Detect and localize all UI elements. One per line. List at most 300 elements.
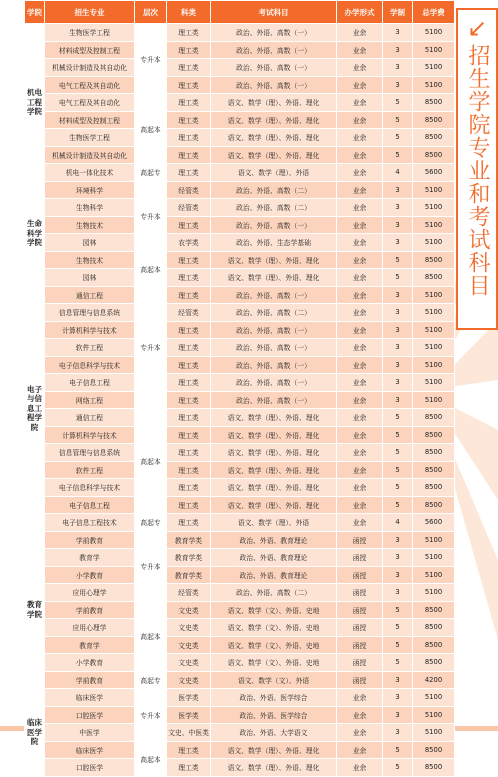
- study-mode-cell: 业余: [337, 444, 383, 462]
- table-row: [25, 759, 455, 777]
- duration-cell: 3: [383, 374, 413, 392]
- study-mode-cell: 业余: [337, 374, 383, 392]
- study-mode-cell: 业余: [337, 304, 383, 322]
- duration-cell: 3: [383, 304, 413, 322]
- exam-subjects-cell: 政治、外语、教育理论: [211, 549, 337, 567]
- duration-cell: 5: [383, 461, 413, 479]
- category-cell: 医学类: [167, 689, 211, 707]
- study-mode-cell: 业余: [337, 514, 383, 532]
- category-cell: 文史类: [167, 619, 211, 637]
- study-mode-cell: 业余: [337, 94, 383, 112]
- study-mode-cell: 业余: [337, 24, 383, 42]
- study-mode-cell: 函授: [337, 531, 383, 549]
- table-row: [25, 601, 455, 619]
- level-cell: 高起本: [135, 94, 167, 164]
- table-row: [25, 584, 455, 602]
- duration-cell: 5: [383, 741, 413, 759]
- section-title-banner: [456, 8, 498, 330]
- table-row: [25, 374, 455, 392]
- major-cell: 电气工程及其自动化: [45, 76, 135, 94]
- major-cell: 软件工程: [45, 461, 135, 479]
- major-cell: 口腔医学: [45, 759, 135, 777]
- column-header: 科类: [167, 1, 211, 24]
- college-name: 生命科学学院: [25, 181, 45, 286]
- exam-subjects-cell: 语文、数学（理）、外语、理化: [211, 251, 337, 269]
- major-cell: 材料成型及控制工程: [45, 41, 135, 59]
- table-row: [25, 514, 455, 532]
- category-cell: 医学类: [167, 706, 211, 724]
- category-cell: 经管类: [167, 181, 211, 199]
- category-cell: 教育学类: [167, 566, 211, 584]
- duration-cell: 3: [383, 181, 413, 199]
- column-header: 学制: [383, 1, 413, 24]
- category-cell: 经管类: [167, 199, 211, 217]
- duration-cell: 3: [383, 671, 413, 689]
- exam-subjects-cell: 语文、数学（理）、外语、理化: [211, 444, 337, 462]
- duration-cell: 3: [383, 216, 413, 234]
- major-cell: 园林: [45, 269, 135, 287]
- level-cell: 专升本: [135, 689, 167, 742]
- major-cell: 临床医学: [45, 689, 135, 707]
- table-row: [25, 426, 455, 444]
- tuition-cell: 5100: [413, 24, 455, 42]
- tuition-cell: 8500: [413, 111, 455, 129]
- college-name: 机电工程学院: [25, 24, 45, 182]
- arrow-down-left-icon: ↙: [466, 14, 488, 42]
- major-cell: 生物医学工程: [45, 24, 135, 42]
- column-header: 考试科目: [211, 1, 337, 24]
- category-cell: 理工类: [167, 59, 211, 77]
- tuition-cell: 8500: [413, 444, 455, 462]
- college-name: 教育学院: [25, 531, 45, 689]
- category-cell: 理工类: [167, 111, 211, 129]
- tuition-cell: 8500: [413, 636, 455, 654]
- duration-cell: 3: [383, 199, 413, 217]
- level-cell: 高起专: [135, 671, 167, 689]
- level-cell: 专升本: [135, 181, 167, 251]
- tuition-cell: 5100: [413, 41, 455, 59]
- duration-cell: 5: [383, 759, 413, 777]
- tuition-cell: 5100: [413, 531, 455, 549]
- exam-subjects-cell: 政治、外语、高数（一）: [211, 339, 337, 357]
- category-cell: 理工类: [167, 216, 211, 234]
- table-row: [25, 234, 455, 252]
- category-cell: 理工类: [167, 251, 211, 269]
- major-cell: 电子信息科学与技术: [45, 356, 135, 374]
- study-mode-cell: 业余: [337, 391, 383, 409]
- study-mode-cell: 函授: [337, 601, 383, 619]
- exam-subjects-cell: 政治、外语、高数（一）: [211, 391, 337, 409]
- study-mode-cell: 业余: [337, 356, 383, 374]
- exam-subjects-cell: 政治、外语、高数（一）: [211, 41, 337, 59]
- category-cell: 经管类: [167, 304, 211, 322]
- exam-subjects-cell: 语文、数学（理）、外语、理化: [211, 146, 337, 164]
- tuition-cell: 5100: [413, 321, 455, 339]
- study-mode-cell: 业余: [337, 59, 383, 77]
- category-cell: 理工类: [167, 514, 211, 532]
- level-cell: 高起本: [135, 741, 167, 776]
- exam-subjects-cell: 语文、数学（理）、外语、理化: [211, 426, 337, 444]
- study-mode-cell: 业余: [337, 321, 383, 339]
- study-mode-cell: 函授: [337, 584, 383, 602]
- tuition-cell: 8500: [413, 601, 455, 619]
- category-cell: 理工类: [167, 269, 211, 287]
- major-cell: 信息管理与信息系统: [45, 444, 135, 462]
- study-mode-cell: 业余: [337, 199, 383, 217]
- tuition-cell: 5100: [413, 724, 455, 742]
- table-row: [25, 549, 455, 567]
- major-cell: 计算机科学与技术: [45, 426, 135, 444]
- duration-cell: 5: [383, 111, 413, 129]
- major-cell: 计算机科学与技术: [45, 321, 135, 339]
- table-row: [25, 461, 455, 479]
- table-row: [25, 479, 455, 497]
- study-mode-cell: 业余: [337, 41, 383, 59]
- tuition-cell: 8500: [413, 251, 455, 269]
- duration-cell: 3: [383, 234, 413, 252]
- duration-cell: 3: [383, 391, 413, 409]
- study-mode-cell: 业余: [337, 426, 383, 444]
- exam-subjects-cell: 语文、数学（理）、外语、理化: [211, 111, 337, 129]
- duration-cell: 4: [383, 514, 413, 532]
- table-row: [25, 251, 455, 269]
- study-mode-cell: 业余: [337, 496, 383, 514]
- exam-subjects-cell: 语文、数学（文）、外语、史地: [211, 636, 337, 654]
- exam-subjects-cell: 政治、外语、教育理论: [211, 531, 337, 549]
- exam-subjects-cell: 政治、外语、生态学基础: [211, 234, 337, 252]
- exam-subjects-cell: 政治、外语、高数（一）: [211, 356, 337, 374]
- table-row: [25, 94, 455, 112]
- tuition-cell: 5100: [413, 706, 455, 724]
- category-cell: 理工类: [167, 426, 211, 444]
- duration-cell: 5: [383, 496, 413, 514]
- category-cell: 理工类: [167, 479, 211, 497]
- section-title: 招生学院专业和考试科目: [465, 44, 490, 297]
- duration-cell: 5: [383, 619, 413, 637]
- level-cell: 高起本: [135, 601, 167, 671]
- category-cell: 理工类: [167, 94, 211, 112]
- table-row: [25, 111, 455, 129]
- duration-cell: 3: [383, 321, 413, 339]
- category-cell: 教育学类: [167, 549, 211, 567]
- category-cell: 理工类: [167, 146, 211, 164]
- study-mode-cell: 业余: [337, 724, 383, 742]
- table-row: [25, 286, 455, 304]
- duration-cell: 3: [383, 724, 413, 742]
- category-cell: 理工类: [167, 461, 211, 479]
- duration-cell: 5: [383, 129, 413, 147]
- category-cell: 理工类: [167, 164, 211, 182]
- table-row: [25, 391, 455, 409]
- table-row: [25, 321, 455, 339]
- major-cell: 机电一体化技术: [45, 164, 135, 182]
- duration-cell: 3: [383, 549, 413, 567]
- category-cell: 理工类: [167, 129, 211, 147]
- exam-subjects-cell: 语文、数学（文）、外语、史地: [211, 619, 337, 637]
- duration-cell: 3: [383, 59, 413, 77]
- exam-subjects-cell: 政治、外语、高数（一）: [211, 59, 337, 77]
- level-cell: 高起本: [135, 251, 167, 286]
- exam-subjects-cell: 政治、外语、高数（二）: [211, 199, 337, 217]
- table-row: [25, 339, 455, 357]
- exam-subjects-cell: 政治、外语、高数（一）: [211, 321, 337, 339]
- major-cell: 通信工程: [45, 409, 135, 427]
- major-cell: 学前教育: [45, 671, 135, 689]
- category-cell: 文史类: [167, 671, 211, 689]
- column-header: 层次: [135, 1, 167, 24]
- college-name: 电子与信息工程学院: [25, 286, 45, 531]
- major-cell: 生物医学工程: [45, 129, 135, 147]
- tuition-cell: 5100: [413, 584, 455, 602]
- exam-subjects-cell: 语文、数学（理）、外语: [211, 164, 337, 182]
- study-mode-cell: 业余: [337, 129, 383, 147]
- major-cell: 机械设计制造及其自动化: [45, 146, 135, 164]
- duration-cell: 4: [383, 164, 413, 182]
- table-row: [25, 671, 455, 689]
- exam-subjects-cell: 政治、外语、高数（一）: [211, 24, 337, 42]
- category-cell: 经管类: [167, 584, 211, 602]
- study-mode-cell: 业余: [337, 269, 383, 287]
- major-cell: 网络工程: [45, 391, 135, 409]
- exam-subjects-cell: 政治、外语、高数（二）: [211, 304, 337, 322]
- table-row: [25, 76, 455, 94]
- category-cell: 理工类: [167, 759, 211, 777]
- major-cell: 生物技术: [45, 216, 135, 234]
- table-row: [25, 741, 455, 759]
- major-cell: 园林: [45, 234, 135, 252]
- college-name: 临床医学院: [25, 689, 45, 777]
- major-cell: 电子信息工程: [45, 374, 135, 392]
- duration-cell: 5: [383, 426, 413, 444]
- table-row: [25, 654, 455, 672]
- duration-cell: 5: [383, 269, 413, 287]
- category-cell: 理工类: [167, 374, 211, 392]
- category-cell: 农学类: [167, 234, 211, 252]
- exam-subjects-cell: 语文、数学（理）、外语、理化: [211, 461, 337, 479]
- category-cell: 理工类: [167, 391, 211, 409]
- tuition-cell: 5100: [413, 76, 455, 94]
- tuition-cell: 8500: [413, 741, 455, 759]
- study-mode-cell: 业余: [337, 251, 383, 269]
- tuition-cell: 5100: [413, 286, 455, 304]
- category-cell: 文史类: [167, 601, 211, 619]
- tuition-cell: 5600: [413, 514, 455, 532]
- duration-cell: 5: [383, 409, 413, 427]
- duration-cell: 3: [383, 689, 413, 707]
- table-row: [25, 24, 455, 42]
- tuition-cell: 8500: [413, 759, 455, 777]
- tuition-cell: 5100: [413, 304, 455, 322]
- major-cell: 学前教育: [45, 531, 135, 549]
- tuition-cell: 8500: [413, 269, 455, 287]
- major-cell: 应用心理学: [45, 584, 135, 602]
- study-mode-cell: 函授: [337, 671, 383, 689]
- tuition-cell: 5100: [413, 339, 455, 357]
- category-cell: 理工类: [167, 24, 211, 42]
- table-row: [25, 216, 455, 234]
- level-cell: 高起专: [135, 514, 167, 532]
- tuition-cell: 8500: [413, 619, 455, 637]
- table-row: [25, 636, 455, 654]
- table-row: [25, 269, 455, 287]
- duration-cell: 3: [383, 584, 413, 602]
- major-cell: 学前教育: [45, 601, 135, 619]
- level-cell: 专升本: [135, 24, 167, 94]
- category-cell: 理工类: [167, 356, 211, 374]
- table-row: [25, 409, 455, 427]
- study-mode-cell: 业余: [337, 286, 383, 304]
- tuition-cell: 8500: [413, 146, 455, 164]
- major-cell: 中医学: [45, 724, 135, 742]
- exam-subjects-cell: 语文、数学（理）、外语: [211, 514, 337, 532]
- study-mode-cell: 业余: [337, 759, 383, 777]
- tuition-cell: 8500: [413, 426, 455, 444]
- duration-cell: 3: [383, 76, 413, 94]
- tuition-cell: 5100: [413, 356, 455, 374]
- major-cell: 口腔医学: [45, 706, 135, 724]
- category-cell: 文史类: [167, 636, 211, 654]
- exam-subjects-cell: 政治、外语、高数（一）: [211, 216, 337, 234]
- column-header: 办学形式: [337, 1, 383, 24]
- duration-cell: 3: [383, 566, 413, 584]
- table-row: [25, 531, 455, 549]
- duration-cell: 5: [383, 479, 413, 497]
- tuition-cell: 5600: [413, 164, 455, 182]
- study-mode-cell: 业余: [337, 181, 383, 199]
- duration-cell: 3: [383, 706, 413, 724]
- exam-subjects-cell: 语文、数学（理）、外语、理化: [211, 129, 337, 147]
- category-cell: 理工类: [167, 496, 211, 514]
- major-cell: 应用心理学: [45, 619, 135, 637]
- tuition-cell: 8500: [413, 461, 455, 479]
- category-cell: 理工类: [167, 76, 211, 94]
- table-row: [25, 356, 455, 374]
- tuition-cell: 8500: [413, 479, 455, 497]
- major-cell: 软件工程: [45, 339, 135, 357]
- major-cell: 电子信息工程技术: [45, 514, 135, 532]
- major-cell: 小学教育: [45, 654, 135, 672]
- study-mode-cell: 业余: [337, 216, 383, 234]
- tuition-cell: 5100: [413, 549, 455, 567]
- major-cell: 电子信息工程: [45, 496, 135, 514]
- major-cell: 信息管理与信息系统: [45, 304, 135, 322]
- exam-subjects-cell: 语文、数学（理）、外语、理化: [211, 409, 337, 427]
- category-cell: 理工类: [167, 741, 211, 759]
- major-cell: 生物技术: [45, 251, 135, 269]
- study-mode-cell: 业余: [337, 234, 383, 252]
- major-cell: 机械设计制造及其自动化: [45, 59, 135, 77]
- category-cell: 文史、中医类: [167, 724, 211, 742]
- study-mode-cell: 函授: [337, 566, 383, 584]
- table-row: [25, 129, 455, 147]
- category-cell: 理工类: [167, 409, 211, 427]
- major-cell: 小学教育: [45, 566, 135, 584]
- tuition-cell: 5100: [413, 216, 455, 234]
- duration-cell: 5: [383, 146, 413, 164]
- exam-subjects-cell: 语文、数学（理）、外语、理化: [211, 269, 337, 287]
- table-row: [25, 724, 455, 742]
- exam-subjects-cell: 政治、外语、高数（二）: [211, 584, 337, 602]
- tuition-cell: 5100: [413, 689, 455, 707]
- exam-subjects-cell: 语文、数学（理）、外语、理化: [211, 496, 337, 514]
- duration-cell: 3: [383, 24, 413, 42]
- major-cell: 材料成型及控制工程: [45, 111, 135, 129]
- category-cell: 教育学类: [167, 531, 211, 549]
- duration-cell: 3: [383, 356, 413, 374]
- duration-cell: 3: [383, 286, 413, 304]
- duration-cell: 3: [383, 339, 413, 357]
- exam-subjects-cell: 政治、外语、高数（一）: [211, 374, 337, 392]
- duration-cell: 5: [383, 636, 413, 654]
- tuition-cell: 8500: [413, 94, 455, 112]
- admission-table: [24, 0, 455, 777]
- study-mode-cell: 业余: [337, 689, 383, 707]
- duration-cell: 5: [383, 444, 413, 462]
- category-cell: 理工类: [167, 444, 211, 462]
- exam-subjects-cell: 语文、数学（理）、外语、理化: [211, 479, 337, 497]
- category-cell: 理工类: [167, 339, 211, 357]
- exam-subjects-cell: 政治、外语、大学语文: [211, 724, 337, 742]
- study-mode-cell: 业余: [337, 741, 383, 759]
- column-header: 招生专业: [45, 1, 135, 24]
- tuition-cell: 5100: [413, 566, 455, 584]
- table-row: [25, 619, 455, 637]
- study-mode-cell: 函授: [337, 549, 383, 567]
- major-cell: 临床医学: [45, 741, 135, 759]
- category-cell: 文史类: [167, 654, 211, 672]
- tuition-cell: 5100: [413, 234, 455, 252]
- table-row: [25, 496, 455, 514]
- category-cell: 理工类: [167, 41, 211, 59]
- table-row: [25, 566, 455, 584]
- category-cell: 理工类: [167, 321, 211, 339]
- level-cell: 高起专: [135, 164, 167, 182]
- duration-cell: 3: [383, 531, 413, 549]
- duration-cell: 5: [383, 94, 413, 112]
- category-cell: 理工类: [167, 286, 211, 304]
- exam-subjects-cell: 语文、数学（理）、外语、理化: [211, 741, 337, 759]
- exam-subjects-cell: 语文、数学（文）、外语、史地: [211, 601, 337, 619]
- duration-cell: 5: [383, 251, 413, 269]
- exam-subjects-cell: 政治、外语、教育理论: [211, 566, 337, 584]
- study-mode-cell: 函授: [337, 619, 383, 637]
- tuition-cell: 8500: [413, 129, 455, 147]
- major-cell: 电子信息科学与技术: [45, 479, 135, 497]
- major-cell: 生物科学: [45, 199, 135, 217]
- tuition-cell: 8500: [413, 496, 455, 514]
- table-row: [25, 41, 455, 59]
- duration-cell: 5: [383, 654, 413, 672]
- table-header-row: [25, 1, 455, 24]
- exam-subjects-cell: 政治、外语、高数（一）: [211, 76, 337, 94]
- study-mode-cell: 业余: [337, 111, 383, 129]
- exam-subjects-cell: 政治、外语、高数（一）: [211, 286, 337, 304]
- tuition-cell: 8500: [413, 654, 455, 672]
- study-mode-cell: 业余: [337, 339, 383, 357]
- tuition-cell: 5100: [413, 391, 455, 409]
- major-cell: 教育学: [45, 549, 135, 567]
- column-header: 总学费: [413, 1, 455, 24]
- table-row: [25, 689, 455, 707]
- tuition-cell: 5100: [413, 181, 455, 199]
- duration-cell: 5: [383, 601, 413, 619]
- tuition-cell: 5100: [413, 374, 455, 392]
- table-row: [25, 444, 455, 462]
- admission-table-container: [24, 0, 454, 777]
- tuition-cell: 5100: [413, 199, 455, 217]
- study-mode-cell: 业余: [337, 409, 383, 427]
- exam-subjects-cell: 政治、外语、医学综合: [211, 706, 337, 724]
